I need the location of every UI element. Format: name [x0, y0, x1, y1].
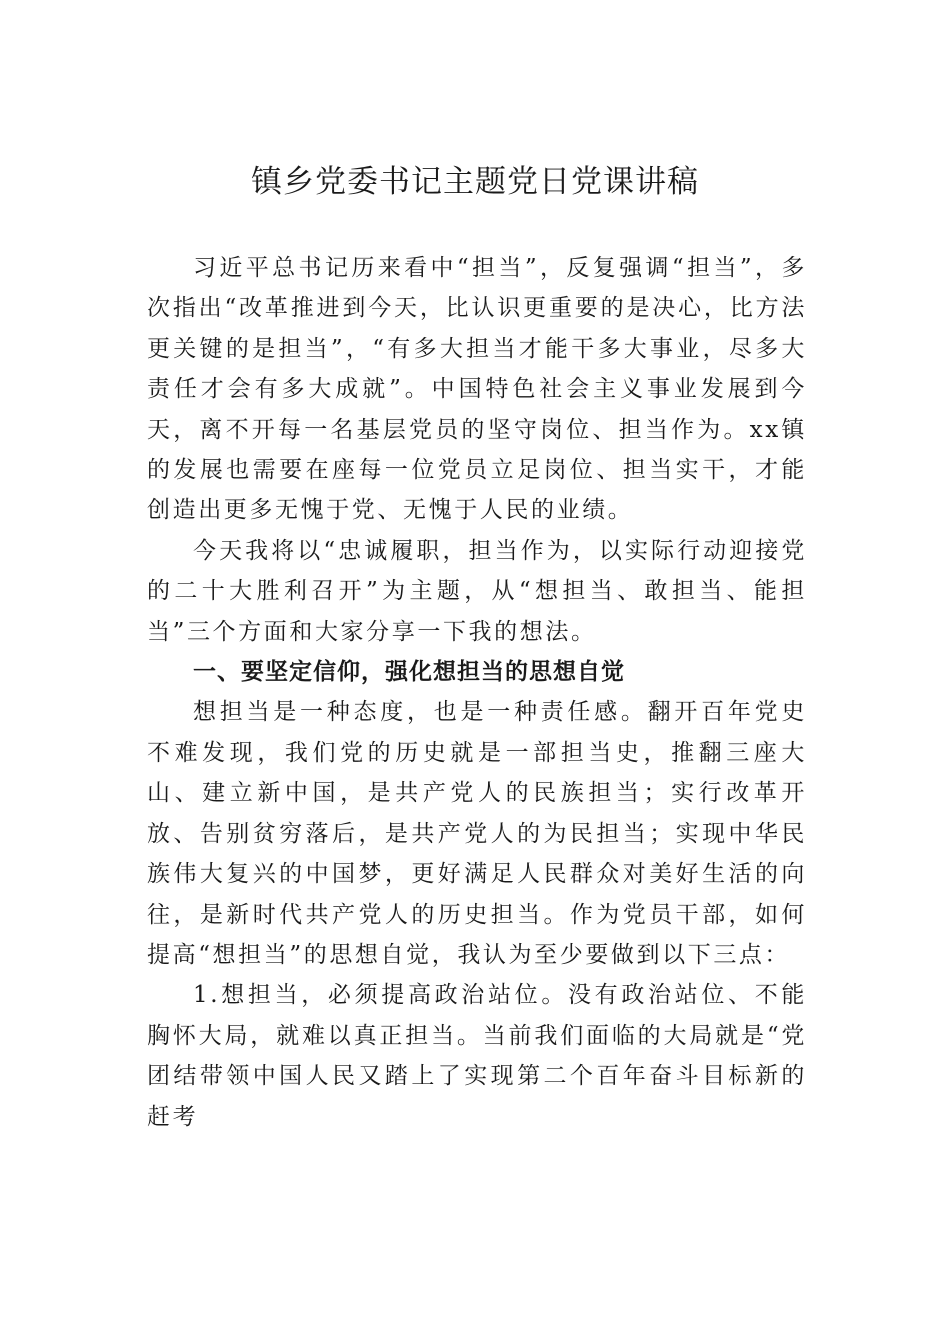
document-body: [147, 248, 807, 1137]
intro-paragraph-2: 今天我将以“忠诚履职，担当作为，以实际行动迎接党的二十大胜利召开”为主题，从“想担当、敢担当、能担当”三个方面和大家分享一下我的想法。: [147, 537, 807, 645]
section-paragraph-1: 想担当是一种态度，也是一种责任感。翻开百年党史不难发现，我们党的历史就是一部担当史，推翻三座大山、建立新中国，是共产党人的民族担当；实行改革开放、告别贫穷落后，是共产党人的为民担当；实现中华民族伟大复兴的中国梦，更好满足人民群众对美好生活的向往，是新时代共产党人的历史担当。作为党员干部，如何提高“想担当”的思想自觉，我认为至少要做到以下三点：: [147, 699, 807, 968]
intro-paragraph-1: 习近平总书记历来看中“担当”，反复强调“担当”，多次指出“改革推进到今天，比认识更重要的是决心，比方法更关键的是担当”，“有多大担当才能干多大事业，尽多大责任才会有多大成就”。中国特色社会主义事业发展到今天，离不开每一名基层党员的坚守岗位、担当作为。xx镇的发展也需要在座每一位党员立足岗位、担当实干，才能创造出更多无愧于党、无愧于人民的业绩。: [147, 255, 807, 524]
document-title: 镇乡党委书记主题党日党课讲稿: [251, 164, 699, 200]
section-heading: 一、要坚定信仰，强化想担当的思想自觉: [193, 659, 625, 686]
section-paragraph-2: 1.想担当，必须提高政治站位。没有政治站位、不能胸怀大局，就难以真正担当。当前我们面临的大局就是“党团结带领中国人民又踏上了实现第二个百年奋斗目标新的赶考: [147, 982, 807, 1130]
